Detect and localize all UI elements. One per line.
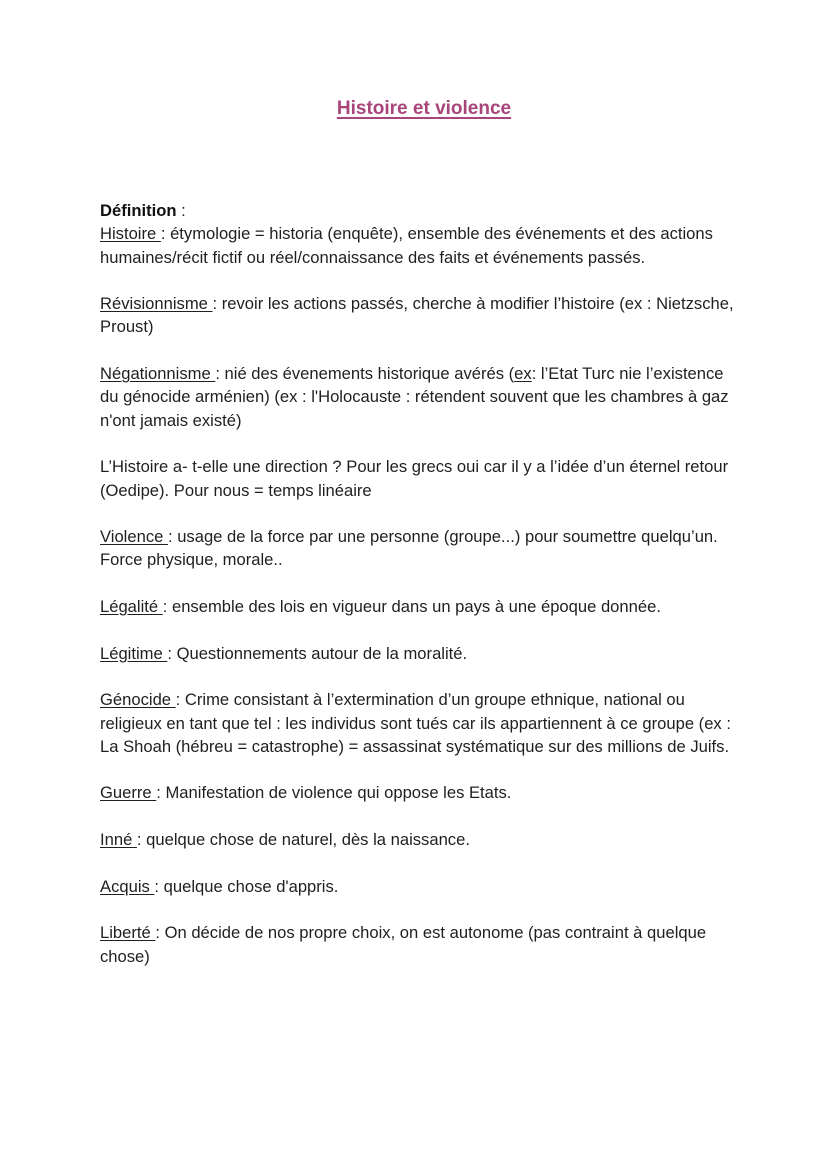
term-revisionnisme: Révisionnisme <box>100 294 213 314</box>
definition-inne: : quelque chose de naturel, dès la naissance. <box>136 830 470 850</box>
definition-heading-label: Définition <box>100 201 177 220</box>
definition-legalite: : ensemble des lois en vigueur dans un pays à une époque donnée. <box>162 597 661 617</box>
entry-liberte <box>100 921 740 968</box>
example-abbrev: ex <box>514 364 532 384</box>
entry-guerre <box>100 781 740 804</box>
definition-heading <box>100 199 740 222</box>
definition-legitime: : Questionnements autour de la moralité. <box>167 643 468 663</box>
paragraph-histoire-direction <box>100 455 740 502</box>
term-guerre: Guerre <box>100 783 157 803</box>
definition-heading-colon: : <box>176 201 186 220</box>
entry-revisionnisme <box>100 292 740 339</box>
histoire-direction-text: L’Histoire a- t-elle une direction ? Pour les grecs oui car il y a l’idée d’un éternel retour (Oedipe). Pour nous = temps linéaire <box>100 457 729 500</box>
term-violence: Violence <box>100 527 168 547</box>
definition-histoire: : étymologie = historia (enquête), ensemble des événements et des actions humaines/récit fictif ou réel/connaissance des faits et événements passés. <box>100 224 713 267</box>
term-acquis: Acquis <box>100 876 155 896</box>
entry-acquis <box>100 875 740 898</box>
definition-negationnisme-start: : nié des évenements historique avérés ( <box>215 364 515 384</box>
term-inne: Inné <box>100 830 137 850</box>
entry-genocide <box>100 688 740 758</box>
definition-revisionnisme: : revoir les actions passés, cherche à modifier l’histoire (ex : Nietzsche, Proust) <box>100 294 734 337</box>
term-liberte: Liberté <box>100 923 156 943</box>
entry-inne <box>100 828 740 851</box>
entry-legitime <box>100 642 740 665</box>
entry-negationnisme <box>100 362 740 432</box>
definition-guerre: : Manifestation de violence qui oppose les Etats. <box>156 783 512 803</box>
definition-genocide: : Crime consistant à l’extermination d’un groupe ethnique, national ou religieux en tant que tel : les individus sont tués car ils appartiennent à ce groupe (ex : La Shoah (hébreu = catastrophe) = assassinat systématique sur des millions de Juifs. <box>100 690 731 756</box>
term-genocide: Génocide <box>100 690 176 710</box>
entry-violence <box>100 525 740 572</box>
definition-negationnisme: : l’Etat Turc nie l’existence du génocide arménien) (ex : l'Holocauste : rétendent souvent que les chambres à gaz n'ont jamais existé) <box>100 364 729 430</box>
entry-legalite <box>100 595 740 618</box>
term-histoire: Histoire <box>100 224 161 244</box>
term-legalite: Légalité <box>100 597 163 617</box>
definition-liberte: : On décide de nos propre choix, on est autonome (pas contraint à quelque chose) <box>100 923 707 966</box>
definition-violence: : usage de la force par une personne (groupe...) pour soumettre quelqu’un. Force physique, morale.. <box>100 527 718 570</box>
definition-acquis: : quelque chose d'appris. <box>154 876 339 896</box>
term-negationnisme: Négationnisme <box>100 364 216 384</box>
document-body <box>100 199 740 991</box>
term-legitime: Légitime <box>100 643 168 663</box>
document-title: Histoire et violence <box>336 98 512 119</box>
entry-histoire <box>100 222 740 269</box>
